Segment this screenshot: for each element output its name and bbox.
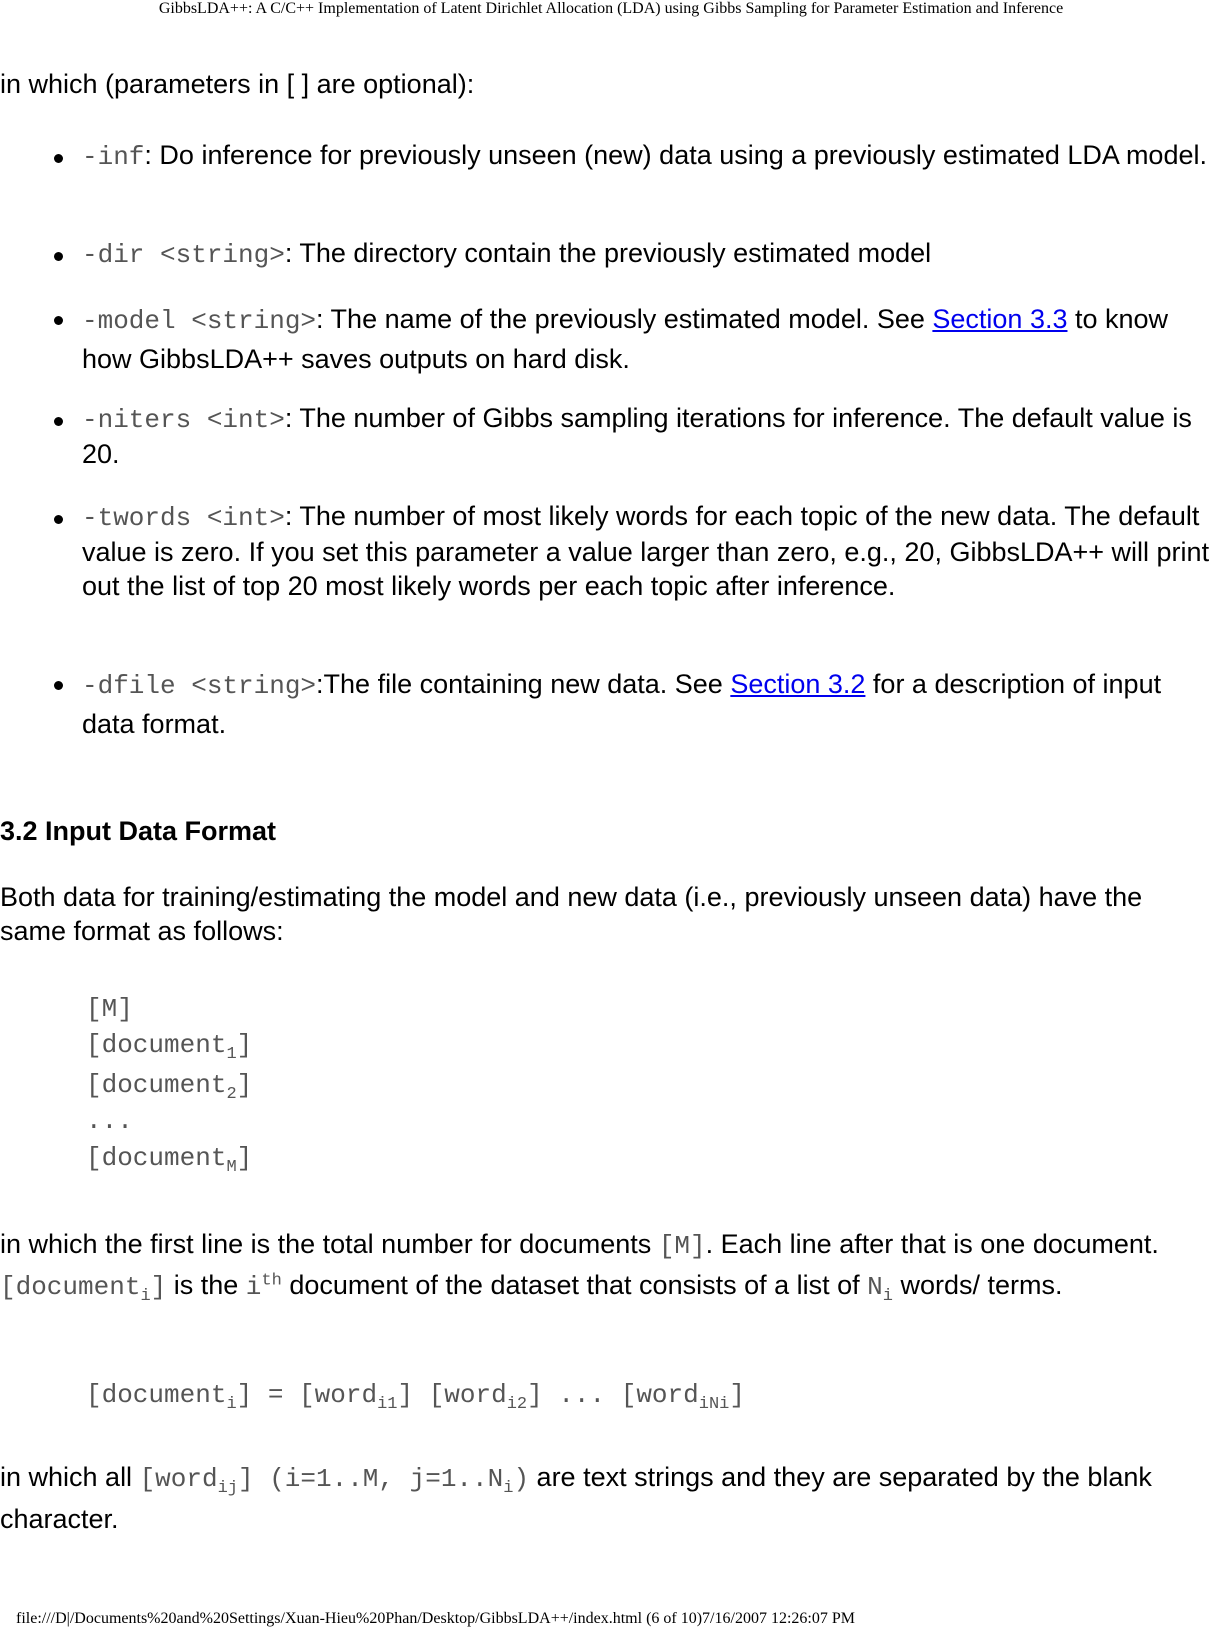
param-flag: -inf (82, 142, 145, 172)
format-explanation-paragraph: in which the first line is the total number for documents [M]. Each line after that is one document. [document$_i$] is the $i^{th}$ document of the dataset that consists of a list of $N_i$ words/ terms. (0, 1229, 1159, 1307)
param-item-dfile (82, 665, 1212, 743)
param-description: : The number of Gibbs sampling iterations for inference. The default value is 20. (82, 403, 1192, 469)
param-description: : The name of the previously estimated model. See (316, 304, 933, 334)
document-line-format: [document$_i$] = [word$_{i1}$] [word$_{i2}$] ... [word$_{iNi}$] (86, 1380, 745, 1415)
param-item-niters (82, 401, 1212, 471)
param-description: : The directory contain the previously estimated model (284, 238, 932, 268)
section-3-3-link[interactable]: Section 3.3 (932, 304, 1068, 334)
word-definition-paragraph: in which all [word$_{ij}$] (i=1..M, $j=1..N_i$) are text strings and they are separated by the blank character. (0, 1462, 1152, 1534)
format-intro-paragraph: Both data for training/estimating the model and new data (i.e., previously unseen data) have the same format as follows: (0, 882, 1143, 946)
format-line-ellipsis: ... (86, 1106, 133, 1136)
section-3-2-link[interactable]: Section 3.2 (730, 669, 866, 699)
param-description-tail: to know how GibbsLDA++ saves outputs on hard disk. (82, 304, 1169, 374)
format-line-m: [M] (86, 994, 133, 1024)
format-line-doc2: [document$_2$] (86, 1070, 253, 1105)
param-flag: -twords <int> (82, 503, 285, 533)
param-item-model (82, 300, 1212, 378)
param-item-dir (82, 236, 1212, 272)
param-flag: -model <string> (82, 306, 317, 336)
param-flag: -niters <int> (82, 405, 285, 435)
format-line-docM: [document$_M$] (86, 1143, 253, 1178)
param-description: : Do inference for previously unseen (new) data using a previously estimated LDA model. (144, 140, 1207, 170)
format-line-doc1: [document$_1$] (86, 1030, 253, 1065)
param-item-twords (82, 499, 1212, 603)
page-header-title: GibbsLDA++: A C/C++ Implementation of Latent Dirichlet Allocation (LDA) using Gibbs Sampling for Parameter Estimation and Inference (158, 0, 1064, 17)
intro-text: in which (parameters in [ ] are optional): (0, 69, 475, 99)
param-description: :The file containing new data. See (316, 669, 731, 699)
param-flag: -dfile <string> (82, 671, 317, 701)
param-flag: -dir <string> (82, 240, 285, 270)
param-description: : The number of most likely words for each topic of the new data. The default value is zero. If you set this parameter a value larger than zero, e.g., 20, GibbsLDA++ will print out the list of top 20 most likely words per each topic after inference. (82, 501, 1210, 601)
page-footer-path: file:///D|/Documents%20and%20Settings/Xuan-Hieu%20Phan/Desktop/GibbsLDA++/index.html (6 of 10)7/16/2007 12:26:07 PM (16, 1610, 855, 1627)
param-item-inf (82, 138, 1212, 174)
section-heading: 3.2 Input Data Format (0, 816, 277, 846)
param-description-tail: for a description of input data format. (82, 669, 1162, 739)
